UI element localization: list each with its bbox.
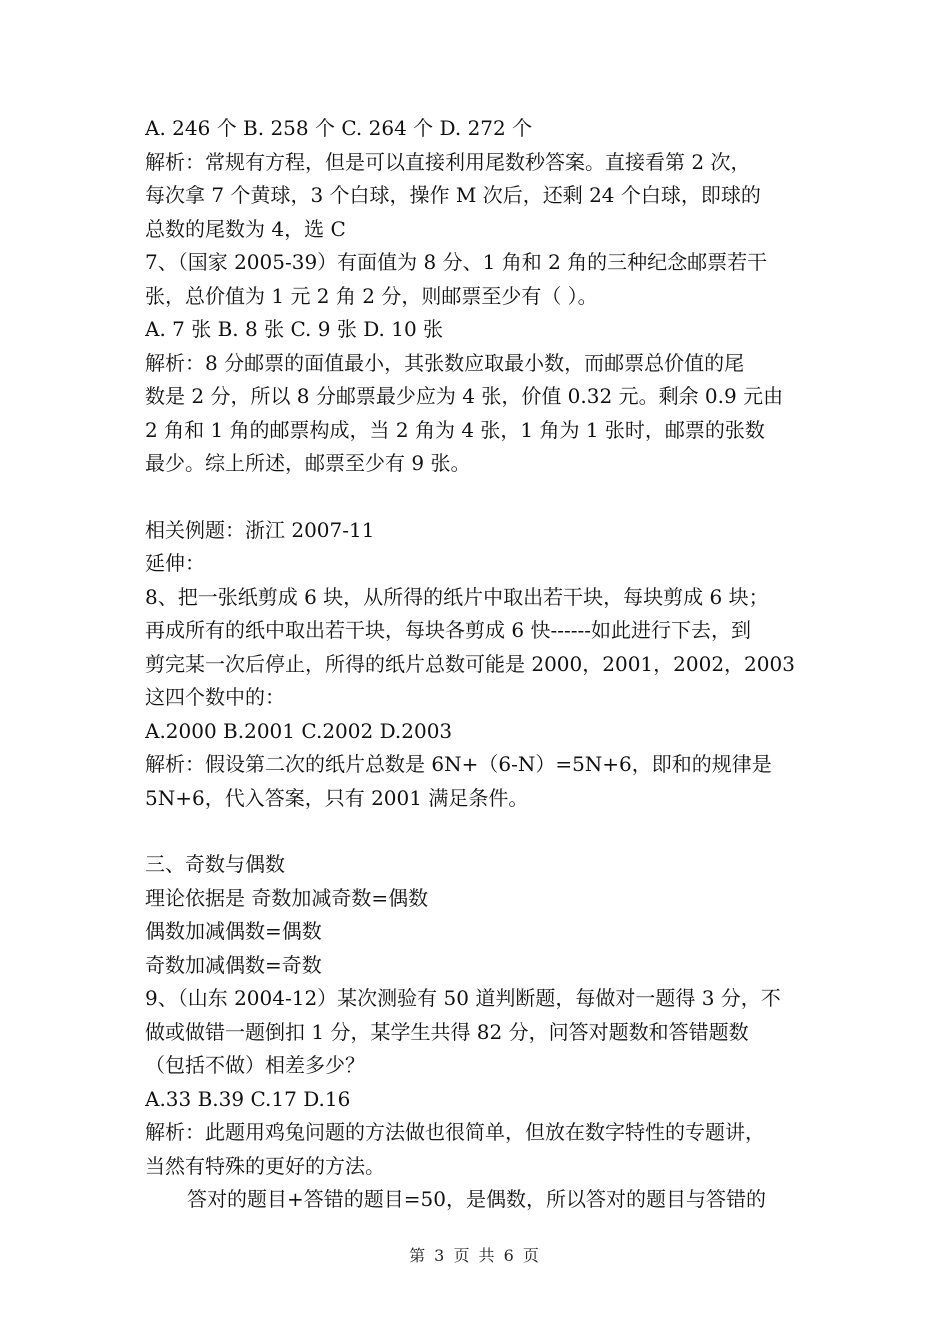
blank-line bbox=[145, 481, 810, 514]
text-line: 这四个数中的： bbox=[145, 685, 285, 709]
text-line: 数是 2 分，所以 8 分邮票最少应为 4 张，价值 0.32 元。剩余 0.9 元由 bbox=[145, 384, 784, 408]
text-line: 延伸： bbox=[145, 551, 205, 575]
document-body bbox=[145, 112, 810, 1217]
text-line: 当然有特殊的更好的方法。 bbox=[145, 1153, 385, 1178]
text-line: 相关例题：浙江 2007-11 bbox=[145, 517, 375, 542]
text-line: 张，总价值为 1 元 2 角 2 分，则邮票至少有（ ）。 bbox=[145, 283, 598, 308]
text-line: 偶数加减偶数=偶数 bbox=[145, 919, 322, 943]
text-line: A. 246 个 B. 258 个 C. 264 个 D. 272 个 bbox=[145, 116, 533, 140]
text-line: 解析：此题用鸡兔问题的方法做也很简单，但放在数字特性的专题讲， bbox=[145, 1120, 765, 1144]
text-line: 做或做错一题倒扣 1 分，某学生共得 82 分，问答对题数和答错题数 bbox=[145, 1019, 749, 1044]
section-heading: 三、奇数与偶数 bbox=[145, 852, 285, 876]
text-line: 总数的尾数为 4，选 C bbox=[145, 216, 346, 241]
text-line: 解析：8 分邮票的面值最小，其张数应取最小数，而邮票总价值的尾 bbox=[145, 350, 745, 375]
text-line: （包括不做）相差多少？ bbox=[145, 1053, 365, 1077]
text-line: 答对的题目+答错的题目=50，是偶数，所以答对的题目与答错的 bbox=[187, 1187, 766, 1211]
text-line: 2 角和 1 角的邮票构成，当 2 角为 4 张，1 角为 1 张时，邮票的张数 bbox=[145, 417, 765, 442]
text-line: A. 7 张 B. 8 张 C. 9 张 D. 10 张 bbox=[145, 317, 444, 341]
text-line: 9、（山东 2004-12）某次测验有 50 道判断题，每做对一题得 3 分，不 bbox=[145, 986, 781, 1010]
text-line: 5N+6，代入答案，只有 2001 满足条件。 bbox=[145, 785, 529, 810]
page-footer: 第 3 页 共 6 页 bbox=[409, 1246, 541, 1265]
text-line: 再成所有的纸中取出若干块，每块各剪成 6 快------如此进行下去，到 bbox=[145, 618, 751, 642]
text-line: 解析：假设第二次的纸片总数是 6N+（6-N）=5N+6，即和的规律是 bbox=[145, 752, 772, 776]
text-line: 理论依据是 奇数加减奇数=偶数 bbox=[145, 885, 429, 910]
text-line: 剪完某一次后停止，所得的纸片总数可能是 2000，2001，2002，2003 bbox=[145, 651, 795, 676]
text-line: 7、（国家 2005-39）有面值为 8 分、1 角和 2 角的三种纪念邮票若干 bbox=[145, 250, 768, 274]
text-line: 奇数加减偶数=奇数 bbox=[145, 952, 322, 977]
text-line: A.33 B.39 C.17 D.16 bbox=[145, 1086, 351, 1111]
text-line: 解析：常规有方程，但是可以直接利用尾数秒答案。直接看第 2 次， bbox=[145, 149, 751, 174]
text-line: 每次拿 7 个黄球，3 个白球，操作 M 次后，还剩 24 个白球，即球的 bbox=[145, 183, 761, 207]
text-line: A.2000 B.2001 C.2002 D.2003 bbox=[145, 718, 453, 743]
text-line: 8、把一张纸剪成 6 块，从所得的纸片中取出若干块，每块剪成 6 块； bbox=[145, 584, 769, 609]
text-line: 最少。综上所述，邮票至少有 9 张。 bbox=[145, 451, 471, 475]
blank-line bbox=[145, 815, 810, 848]
